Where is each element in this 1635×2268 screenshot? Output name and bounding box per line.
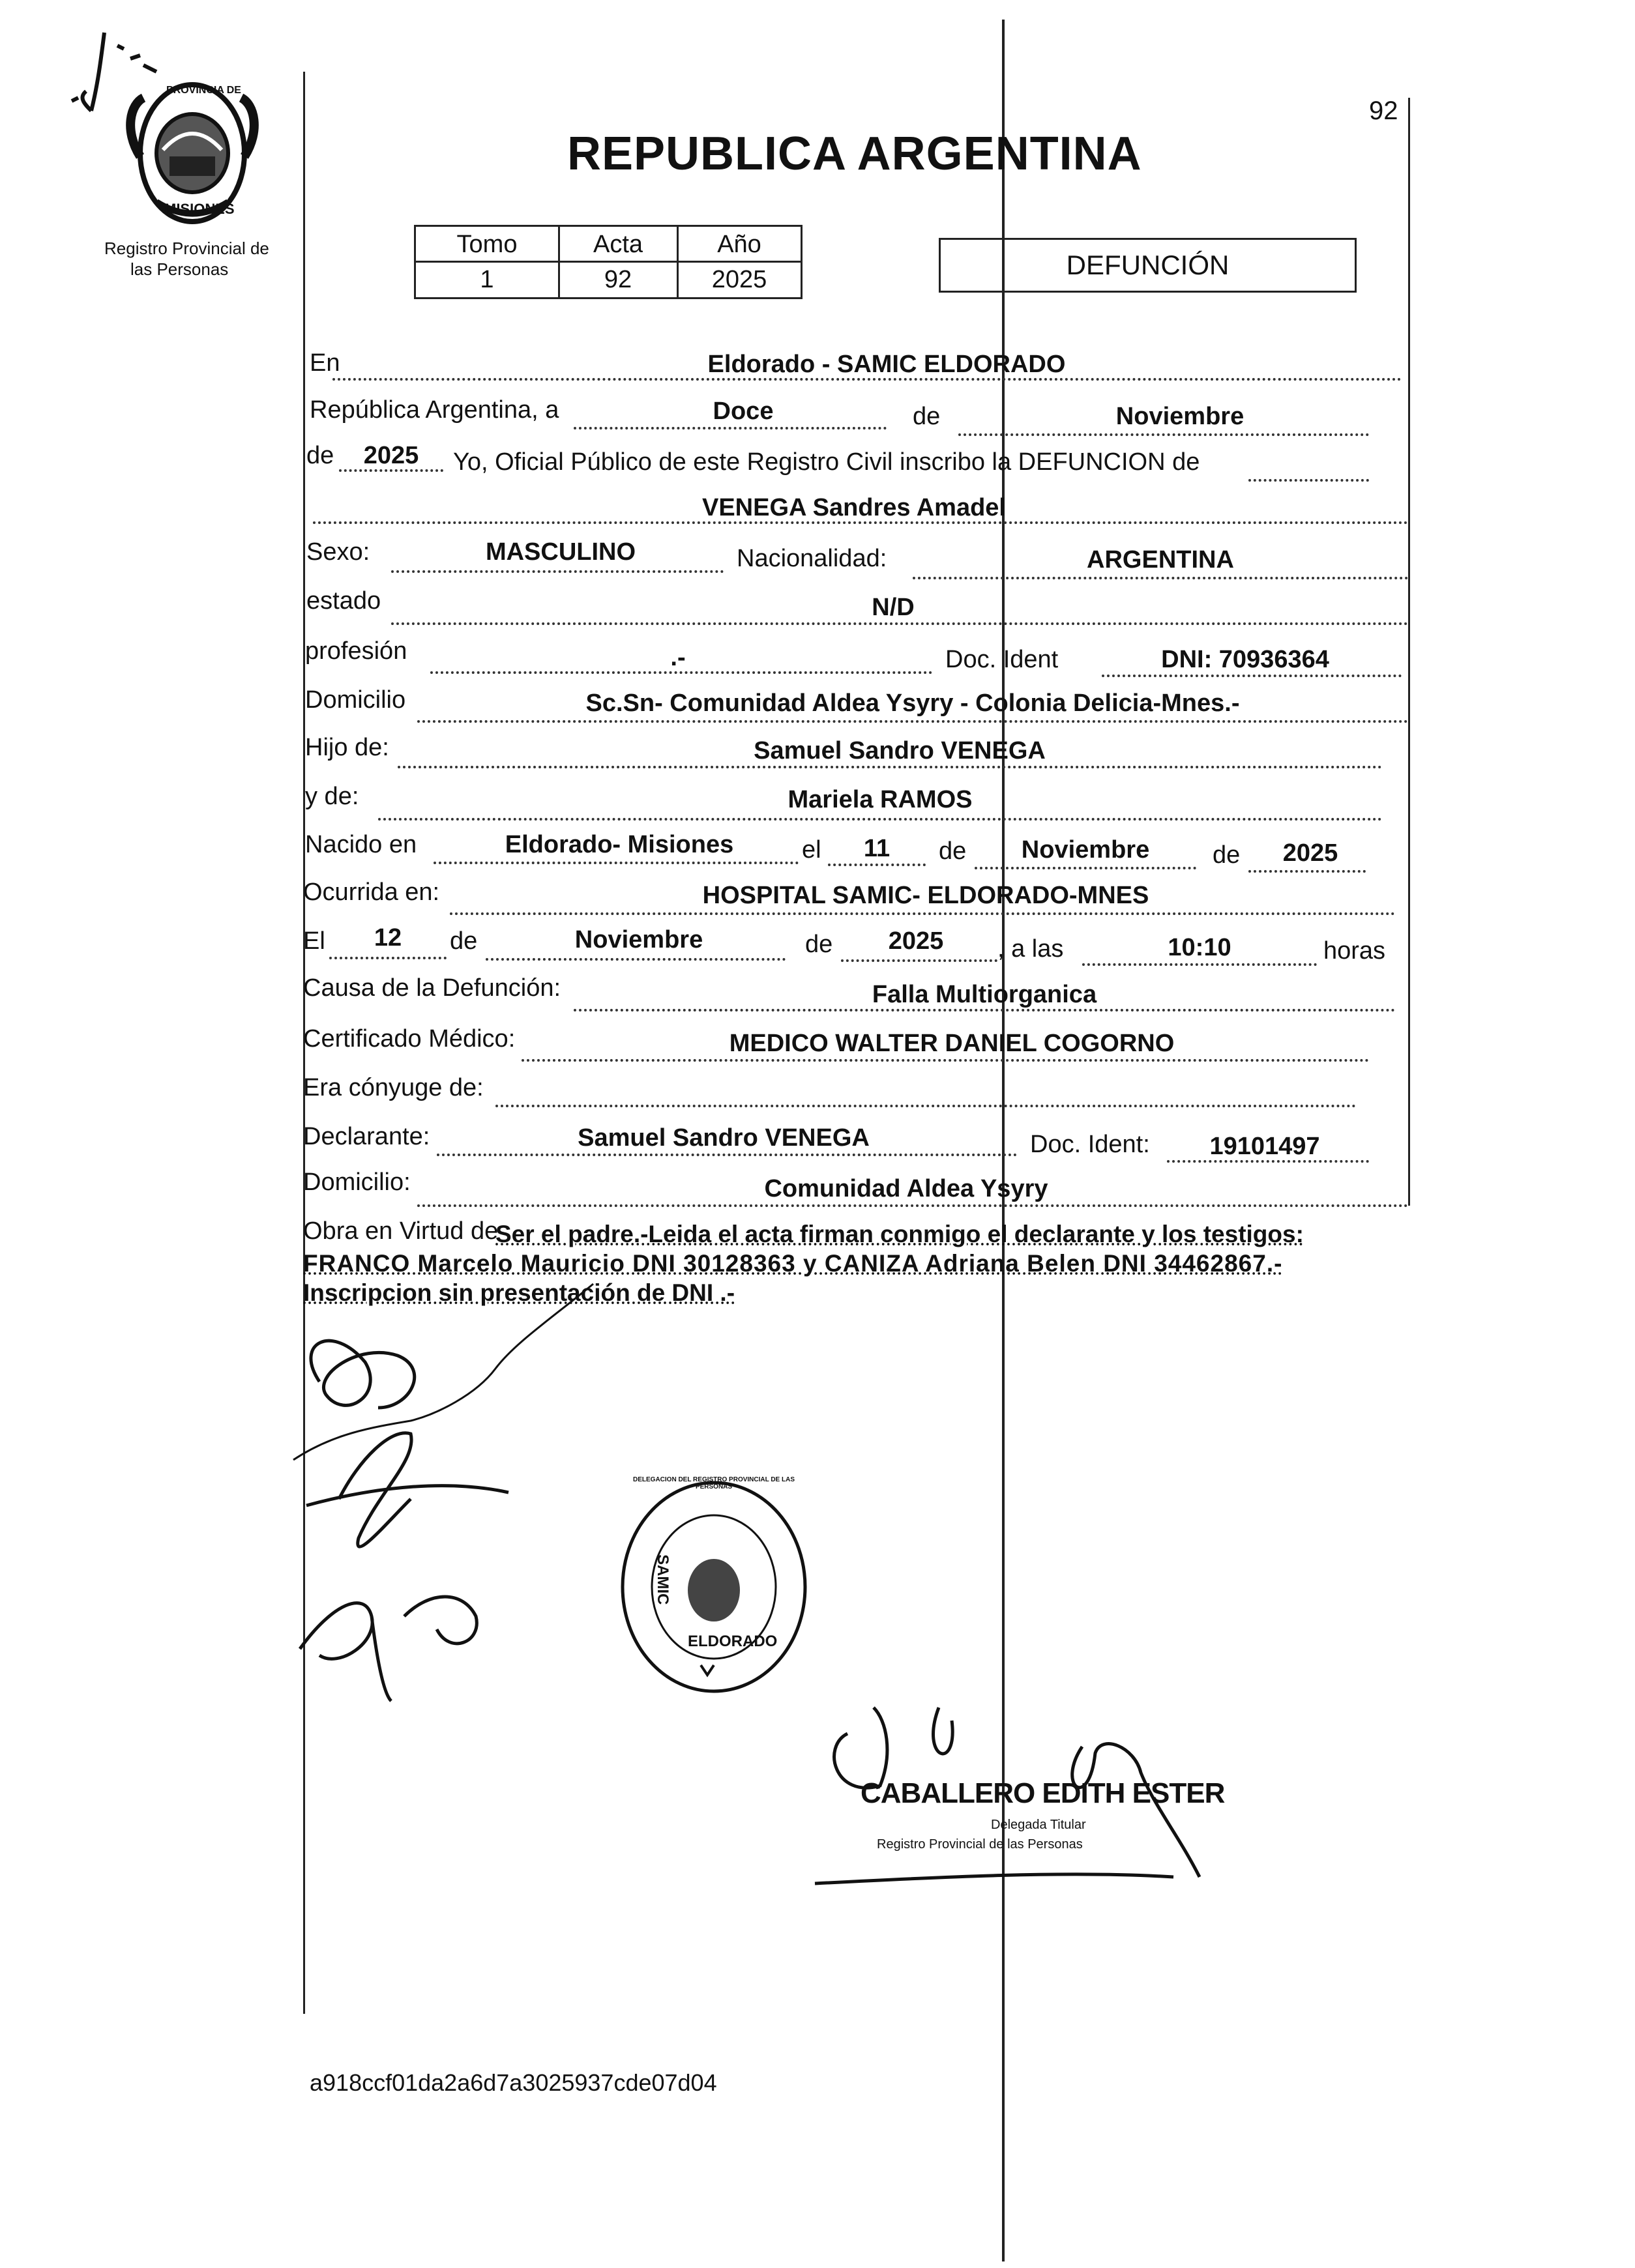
domicilio-label: Domicilio <box>305 686 406 714</box>
death-month: Noviembre <box>574 926 703 953</box>
declarante-label: Declarante: <box>303 1123 430 1150</box>
declarante-doc-value: 19101497 <box>1209 1133 1320 1160</box>
declarante-doc-label: Doc. Ident: <box>1030 1131 1150 1158</box>
obra-line1: Ser el padre.-Leida el acta firman conmigo el declarante y los testigos: <box>495 1221 1304 1247</box>
death-day: 12 <box>374 924 402 952</box>
table-header-anio: Año <box>717 231 761 258</box>
stamp-inner-right: ELDORADO <box>688 1633 778 1650</box>
en-label: En <box>310 349 340 377</box>
en-value: Eldorado - SAMIC ELDORADO <box>707 351 1066 378</box>
table-value-acta: 92 <box>604 266 632 293</box>
table-value-anio: 2025 <box>711 266 767 293</box>
nacionalidad-label: Nacionalidad: <box>737 545 887 572</box>
deceased-name: VENEGA Sandres Amadel <box>701 494 1006 521</box>
domicilio2-label: Domicilio: <box>303 1169 411 1196</box>
sexo-label: Sexo: <box>306 538 370 566</box>
table-header-tomo: Tomo <box>456 231 518 258</box>
emblem-text-bottom: MISIONES <box>164 201 235 217</box>
record-type: DEFUNCIÓN <box>1066 250 1230 280</box>
conyuge-label: Era cónyuge de: <box>303 1074 484 1101</box>
declarante-value: Samuel Sandro VENEGA <box>578 1124 870 1152</box>
horas-label: horas <box>1323 937 1386 965</box>
el-label: el <box>802 836 821 864</box>
stamp-ring-text: DELEGACION DEL REGISTRO PROVINCIAL DE LAS PERSONAS <box>633 1476 795 1490</box>
birth-de-label-2: de <box>1213 841 1241 869</box>
profesion-label: profesión <box>305 637 407 665</box>
death-year: 2025 <box>888 927 944 955</box>
hijo-de-value: Samuel Sandro VENEGA <box>754 737 1046 764</box>
registry-name-line1: Registro Provincial de <box>104 239 269 258</box>
nacido-en-value: Eldorado- Misiones <box>505 831 734 858</box>
day-written: Doce <box>713 398 774 425</box>
birth-month: Noviembre <box>1021 836 1150 864</box>
republica-label: República Argentina, a <box>310 396 559 424</box>
death-de-label-2: de <box>805 931 833 958</box>
y-de-label: y de: <box>305 783 359 810</box>
certificado-label: Certificado Médico: <box>303 1025 516 1053</box>
page-title: REPUBLICA ARGENTINA <box>567 128 1142 180</box>
month: Noviembre <box>1115 403 1245 430</box>
hijo-de-label: Hijo de: <box>305 734 389 761</box>
nacido-en-label: Nacido en <box>305 831 417 858</box>
record-type-box <box>939 238 1357 293</box>
ocurrida-value: HOSPITAL SAMIC- ELDORADO-MNES <box>702 882 1149 909</box>
record-table <box>414 225 803 299</box>
de-label: de <box>913 403 941 430</box>
obra-line3: Inscripcion sin presentación de DNI .- <box>303 1279 735 1306</box>
causa-value: Falla Multiorganica <box>872 981 1097 1008</box>
year: 2025 <box>363 442 419 469</box>
nacionalidad-value: ARGENTINA <box>1087 546 1234 574</box>
official-stamp <box>616 1476 812 1698</box>
right-margin-line <box>1408 98 1410 1206</box>
emblem-text-top: PROVINCIA DE <box>166 85 241 96</box>
domicilio-value: Sc.Sn- Comunidad Aldea Ysyry - Colonia Delicia-Mnes.- <box>585 690 1240 717</box>
death-time: 10:10 <box>1168 934 1231 961</box>
page-number: 92 <box>1369 96 1398 125</box>
official-role: Delegada Titular <box>991 1818 1086 1832</box>
de-label-2: de <box>306 442 334 469</box>
ocurrida-label: Ocurrida en: <box>303 879 440 906</box>
document-hash: a918ccf01da2a6d7a3025937cde07d04 <box>310 2069 717 2096</box>
obra-line2: FRANCO Marcelo Mauricio DNI 30128363 y CANIZA Adriana Belen DNI 34462867.- <box>303 1250 1283 1277</box>
registry-name-line2: las Personas <box>130 259 229 279</box>
official-name: CABALLERO EDITH ESTER <box>861 1777 1225 1809</box>
sexo-value: MASCULINO <box>485 538 636 566</box>
birth-year: 2025 <box>1282 839 1338 867</box>
death-de-label: de <box>450 927 478 955</box>
doc-ident-value: DNI: 70936364 <box>1161 646 1329 673</box>
birth-day: 11 <box>863 835 891 862</box>
causa-label: Causa de la Defunción: <box>303 974 561 1002</box>
official-office: Registro Provincial de las Personas <box>877 1837 1083 1852</box>
obra-label: Obra en Virtud de <box>303 1217 499 1245</box>
estado-label: estado <box>306 587 381 615</box>
estado-value: N/D <box>872 594 915 621</box>
province-emblem <box>117 78 267 228</box>
domicilio2-value: Comunidad Aldea Ysyry <box>764 1175 1048 1202</box>
a-las-label: , a las <box>997 935 1064 963</box>
stamp-inner-left: SAMIC <box>654 1554 671 1605</box>
el-cap-label: El <box>303 927 325 955</box>
certificado-value: MEDICO WALTER DANIEL COGORNO <box>729 1030 1175 1057</box>
inscribo-text: Yo, Oficial Público de este Registro Civil inscribo la DEFUNCION de <box>453 448 1200 476</box>
profesion-value: .- <box>670 644 686 671</box>
table-value-tomo: 1 <box>480 266 494 293</box>
birth-de-label: de <box>939 837 967 865</box>
doc-ident-label: Doc. Ident <box>945 646 1059 673</box>
y-de-value: Mariela RAMOS <box>788 786 973 813</box>
table-header-acta: Acta <box>593 231 643 258</box>
